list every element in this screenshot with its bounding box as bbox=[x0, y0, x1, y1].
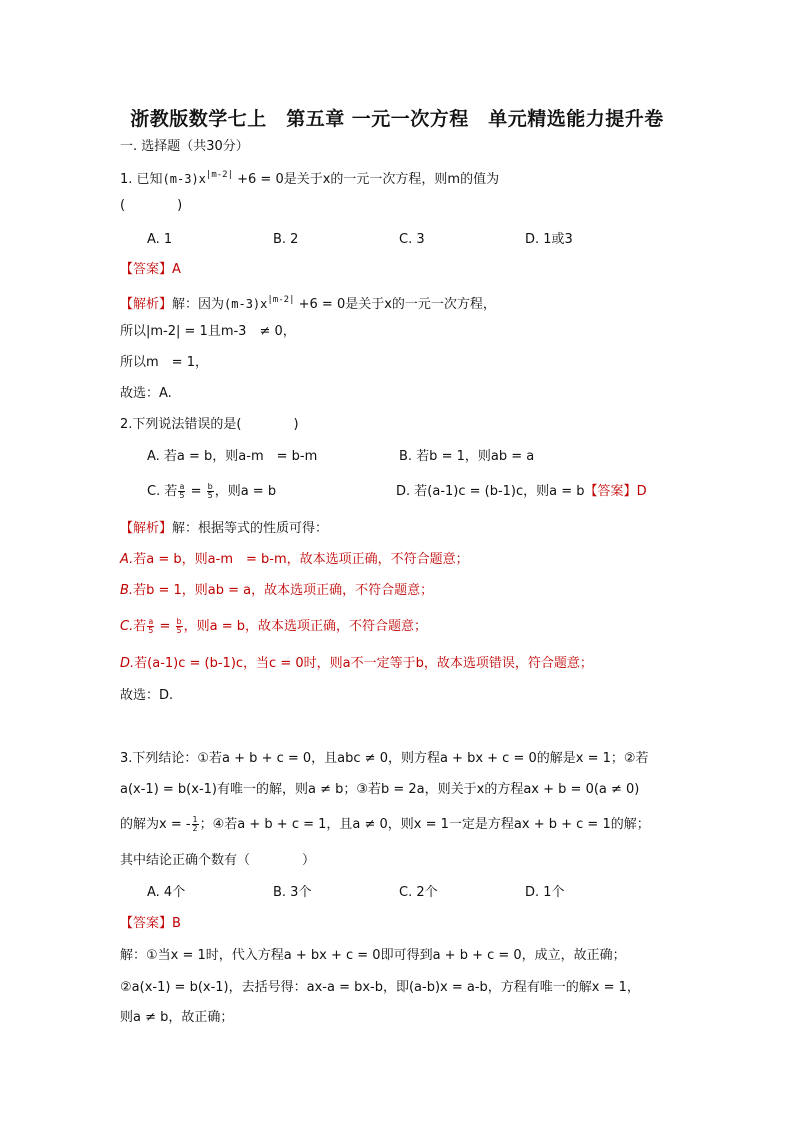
q1-answer: 【答案】A bbox=[120, 262, 181, 277]
q3-option-c: C. 2个 bbox=[399, 885, 438, 900]
q2-option-a: A. 若a = b，则a-m = b-m bbox=[147, 449, 318, 464]
question-2-stem: 2.下列说法错误的是( ) bbox=[120, 417, 299, 432]
section-heading: 一. 选择题（共30分） bbox=[120, 139, 249, 154]
q2-answer: D bbox=[636, 484, 647, 499]
q1-option-c: C. 3 bbox=[399, 232, 425, 247]
q2-option-d: D. 若(a-1)c = (b-1)c，则a = b【答案】D bbox=[396, 484, 647, 499]
q1-option-b: B. 2 bbox=[273, 232, 299, 247]
q2-final: 故选：D. bbox=[120, 688, 174, 703]
q2-analysis-d: D.若(a-1)c = (b-1)c，当c = 0时，则a不一定等于b，故本选项错误，符合题意； bbox=[120, 656, 593, 671]
q3-option-a: A. 4个 bbox=[147, 885, 186, 900]
q1-analysis-line-4: 故选：A. bbox=[120, 386, 172, 401]
q2-answer-label: 【答案】 bbox=[584, 484, 637, 499]
fraction-b-over-5: $\frac{b}{5}$ bbox=[207, 482, 213, 500]
q3-answer: 【答案】B bbox=[120, 916, 181, 931]
q1-analysis: 【解析】解：因为$(m-3)x^{|m-2|} +6 = 0$是关于x的一元一次方程， bbox=[120, 295, 496, 312]
q1-option-a: A. 1 bbox=[147, 232, 173, 247]
q2-analysis: 【解析】解：根据等式的性质可得： bbox=[120, 521, 329, 536]
fraction-a-over-5: $\frac{a}{5}$ bbox=[179, 482, 185, 500]
question-3-line-2: a(x-1) = b(x-1)有唯一的解，则a ≠ b；③若b = 2a，则关于x的方程ax + b = 0(a ≠ 0) bbox=[120, 782, 640, 797]
q3-solution-1: 解：①当x = 1时，代入方程a + bx + c = 0即可得到a + b + c = 0，成立，故正确； bbox=[120, 948, 626, 963]
question-3-line-1: 3.下列结论：①若a + b + c = 0，且abc ≠ 0，则方程a + bx + c = 0的解是x = 1；②若 bbox=[120, 751, 649, 766]
q2-analysis-c: C.若 $\frac{a}{5}$ = $\frac{b}{5}$ ，则a = b，故本选项正确，不符合题意； bbox=[120, 617, 427, 635]
q1-stem-suffix: +6 = 0是关于x的一元一次方程，则m的值为 bbox=[233, 172, 500, 187]
q1-expression: (m-3)x bbox=[162, 172, 206, 186]
q1-stem-prefix: 1. 已知 bbox=[120, 172, 163, 187]
q3-solution-3: 则a ≠ b，故正确； bbox=[120, 1010, 234, 1025]
q1-option-d: D. 1或3 bbox=[525, 232, 573, 247]
q2-option-c: C. 若 $\frac{a}{5}$ = $\frac{b}{5}$ ，则a = b bbox=[147, 482, 277, 500]
q3-option-b: B. 3个 bbox=[273, 885, 312, 900]
question-3-line-4: 其中结论正确个数有（ ） bbox=[120, 853, 316, 868]
fraction-1-over-2: $\frac{1}{2}$ bbox=[192, 815, 198, 833]
q1-paren: ( ) bbox=[120, 198, 183, 213]
question-1-stem bbox=[120, 165, 499, 190]
q2-option-b: B. 若b = 1，则ab = a bbox=[399, 449, 535, 464]
q1-exponent: |m-2| bbox=[205, 170, 233, 180]
question-3-line-3: 的解为x = - $\frac{1}{2}$ ；④若a + b + c = 1，且a ≠ 0，则x = 1一定是方程ax + b + c = 1的解； bbox=[120, 815, 650, 833]
q3-option-d: D. 1个 bbox=[525, 885, 565, 900]
q1-analysis-line-2: 所以|m-2| = 1且m-3 ≠ 0， bbox=[120, 324, 296, 339]
page-title: 浙教版数学七上 第五章 一元一次方程 单元精选能力提升卷 bbox=[130, 108, 664, 130]
q2-analysis-a: A.若a = b，则a-m = b-m，故本选项正确，不符合题意； bbox=[120, 552, 469, 567]
q2-analysis-b: B.若b = 1，则ab = a，故本选项正确，不符合题意； bbox=[120, 583, 434, 598]
q1-analysis-line-3: 所以m = 1， bbox=[120, 355, 208, 370]
q3-solution-2: ②a(x-1) = b(x-1)，去括号得：ax-a = bx-b，即(a-b)x = a-b，方程有唯一的解x = 1， bbox=[120, 980, 640, 995]
